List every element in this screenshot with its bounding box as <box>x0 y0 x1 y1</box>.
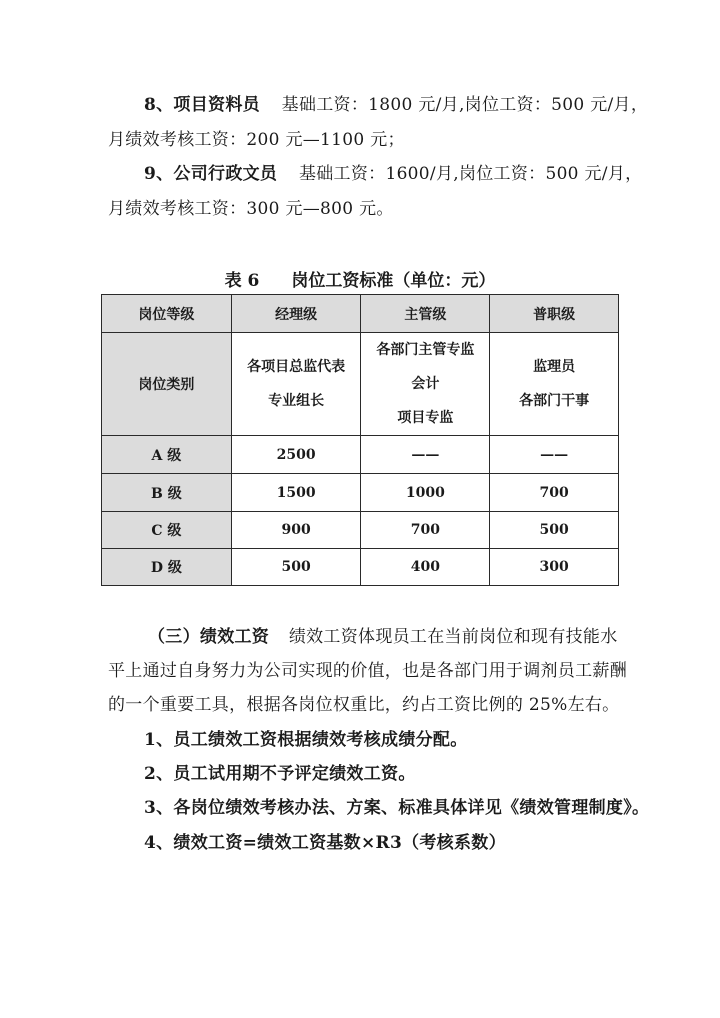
item9-line1 <box>144 163 642 185</box>
cell-value: 1500 <box>231 474 361 512</box>
cell-value: 2500 <box>231 436 361 474</box>
table-row <box>102 512 619 549</box>
category-manager <box>231 333 361 436</box>
performance-point: 2、员工试用期不予评定绩效工资。 <box>144 764 416 784</box>
cell-value: —— <box>361 436 490 474</box>
item8-text: 基础工资：1800 元/月,岗位工资：500 元/月， <box>281 95 649 115</box>
category-manager-line: 专业组长 <box>268 393 325 409</box>
category-staff <box>490 333 619 436</box>
table-caption <box>0 266 720 291</box>
category-staff-line: 监理员 <box>533 359 576 375</box>
category-supervisor-line: 各部门主管专监 <box>376 342 475 358</box>
category-label: 岗位类别 <box>102 333 232 436</box>
header-supervisor: 主管级 <box>361 295 490 333</box>
header-manager: 经理级 <box>231 295 361 333</box>
table-number: 表 6 <box>224 271 260 291</box>
performance-text: 绩效工资体现员工在当前岗位和现有技能水 <box>288 627 618 647</box>
performance-point: 4、绩效工资=绩效工资基数×R3（考核系数） <box>144 833 506 853</box>
row-grade: B 级 <box>102 474 232 512</box>
cell-value: 500 <box>490 512 619 549</box>
item8-heading: 8、项目资料员 <box>144 95 260 115</box>
table-title: 岗位工资标准（单位：元） <box>291 271 496 291</box>
category-supervisor-line: 会计 <box>411 376 440 392</box>
item8-line1 <box>144 94 648 116</box>
performance-heading: （三）绩效工资 <box>148 627 270 647</box>
item9-text: 基础工资：1600/月,岗位工资：500 元/月， <box>298 164 643 184</box>
row-grade: D 级 <box>102 549 232 586</box>
item8-line2: 月绩效考核工资：200 元—1100 元； <box>108 130 405 150</box>
cell-value: 900 <box>231 512 361 549</box>
category-manager-line: 各项目总监代表 <box>247 359 346 375</box>
item9-line2: 月绩效考核工资：300 元—800 元。 <box>108 199 394 219</box>
item9-heading: 9、公司行政文员 <box>144 164 278 184</box>
performance-point: 3、各岗位绩效考核办法、方案、标准具体详见《绩效管理制度》。 <box>144 798 650 818</box>
header-grade: 岗位等级 <box>102 295 232 333</box>
category-supervisor <box>361 333 490 436</box>
cell-value: 500 <box>231 549 361 586</box>
cell-value: 700 <box>361 512 490 549</box>
cell-value: —— <box>490 436 619 474</box>
table-header-row <box>102 295 619 333</box>
performance-line2: 平上通过自身努力为公司实现的价值，也是各部门用于调剂员工薪酬 <box>108 661 627 681</box>
row-grade: C 级 <box>102 512 232 549</box>
cell-value: 700 <box>490 474 619 512</box>
performance-line1 <box>148 626 618 648</box>
salary-table <box>101 294 619 586</box>
table-row <box>102 436 619 474</box>
category-staff-line: 各部门干事 <box>519 393 590 409</box>
table-category-row <box>102 333 619 436</box>
header-staff: 普职级 <box>490 295 619 333</box>
performance-line3: 的一个重要工具，根据各岗位权重比，约占工资比例的 25%左右。 <box>108 695 620 715</box>
performance-point: 1、员工绩效工资根据绩效考核成绩分配。 <box>144 730 468 750</box>
table-row <box>102 549 619 586</box>
cell-value: 300 <box>490 549 619 586</box>
cell-value: 1000 <box>361 474 490 512</box>
row-grade: A 级 <box>102 436 232 474</box>
cell-value: 400 <box>361 549 490 586</box>
table-row <box>102 474 619 512</box>
category-supervisor-line: 项目专监 <box>397 410 454 426</box>
